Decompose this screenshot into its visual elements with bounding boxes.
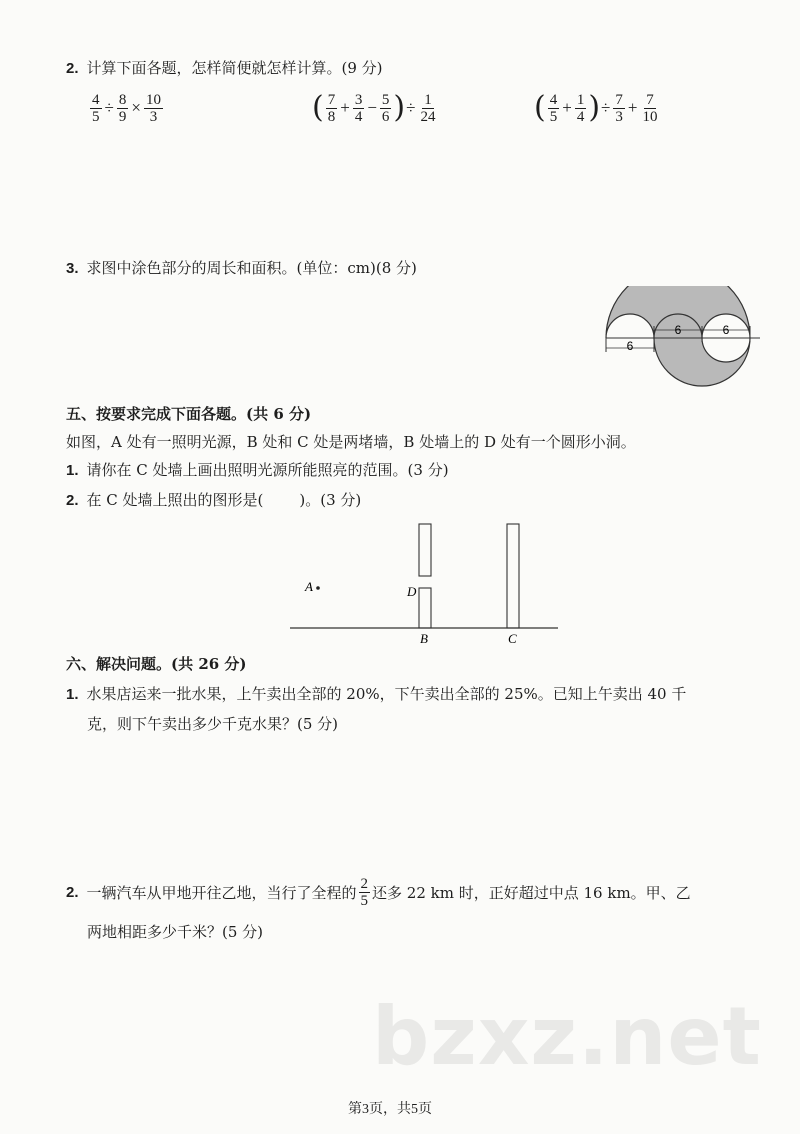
label-a: A <box>305 579 313 594</box>
operator: + <box>562 98 572 117</box>
dimension-label: 6 <box>674 323 682 337</box>
section-6-question-1: 1. 水果店运来一批水果，上午卖出全部的 20%，下午卖出全部的 25%。已知上午卖出 40 千 <box>66 685 687 703</box>
label-d: D <box>407 584 417 599</box>
wall-b-lower <box>419 588 431 628</box>
wall-b-upper <box>419 524 431 576</box>
section-5-question-1: 1. 请你在 C 处墙上画出照明光源所能照亮的范围。(3 分) <box>66 461 449 479</box>
label-c: C <box>508 631 517 646</box>
fraction: $\frac{4}{5}$ <box>92 91 100 125</box>
light-wall-figure <box>286 518 562 648</box>
shaded-figure <box>596 286 764 412</box>
section-5-heading: 五、按要求完成下面各题。(共 6 分) <box>66 405 312 423</box>
right-paren: ) <box>393 90 406 125</box>
operator: + <box>627 98 638 117</box>
operator: − <box>367 98 377 117</box>
section-6-heading: 六、解决问题。(共 26 分) <box>66 655 247 673</box>
section-5-intro: 如图，A 处有一照明光源，B 处和 C 处是两堵墙，B 处墙上的 D 处有一个圆形小洞。 <box>66 433 636 451</box>
question-2 <box>66 58 383 79</box>
expression-1 <box>88 86 165 130</box>
operator: ÷ <box>104 98 114 117</box>
watermark: bzxz.net <box>372 990 762 1083</box>
dimension-label: 6 <box>626 339 634 353</box>
right-paren: ) <box>588 90 601 125</box>
question-text: 求图中涂色部分的周长和面积。(单位：cm)(8 分) <box>86 259 417 277</box>
operator: ÷ <box>406 98 416 117</box>
question-number: 3. <box>66 260 79 277</box>
fraction: $\frac{1}{24}$ <box>420 91 436 125</box>
fraction: $\frac{8}{9}$ <box>118 91 127 125</box>
left-paren: ( <box>312 90 324 125</box>
section-5-question-2: 2. 在 C 处墙上照出的图形是( )。(3 分) <box>66 491 362 509</box>
fraction: $\frac{3}{4}$ <box>354 91 363 125</box>
question-number: 2. <box>66 60 79 77</box>
section-6-question-1-line2: 克，则下午卖出多少千克水果？(5 分) <box>87 715 339 733</box>
expression-3 <box>534 86 661 130</box>
wall-c <box>507 524 519 628</box>
fraction: $\frac{10}{3}$ <box>145 91 161 125</box>
fraction: $\frac{7}{10}$ <box>642 91 658 125</box>
dimension-label: 6 <box>722 323 730 337</box>
fraction: $\frac{7}{8}$ <box>327 91 336 125</box>
fraction: $\frac{4}{5}$ <box>549 91 558 125</box>
section-6-question-2-line2: 两地相距多少千米？(5 分) <box>87 923 264 941</box>
fraction: $\frac{5}{6}$ <box>381 91 390 125</box>
expression-2 <box>312 86 439 130</box>
question-3 <box>66 258 417 279</box>
operator: × <box>131 98 141 117</box>
left-paren: ( <box>534 90 546 125</box>
fraction: $\frac{2}{5}$ <box>360 876 369 909</box>
question-text: 计算下面各题，怎样简便就怎样计算。(9 分) <box>86 59 383 77</box>
page-footer: 第3页，共5页 <box>348 1102 432 1117</box>
operator: ÷ <box>601 98 611 117</box>
light-source-point <box>316 586 320 590</box>
fraction: $\frac{1}{4}$ <box>576 91 585 125</box>
operator: + <box>340 98 350 117</box>
label-b: B <box>420 631 428 646</box>
section-6-question-2: 2. 一辆汽车从甲地开往乙地，当行了全程的 $\frac{2}{5}$ 还多 22 km 时，正好超过中点 16 km。甲、乙 <box>66 876 691 909</box>
fraction: $\frac{7}{3}$ <box>615 91 623 125</box>
